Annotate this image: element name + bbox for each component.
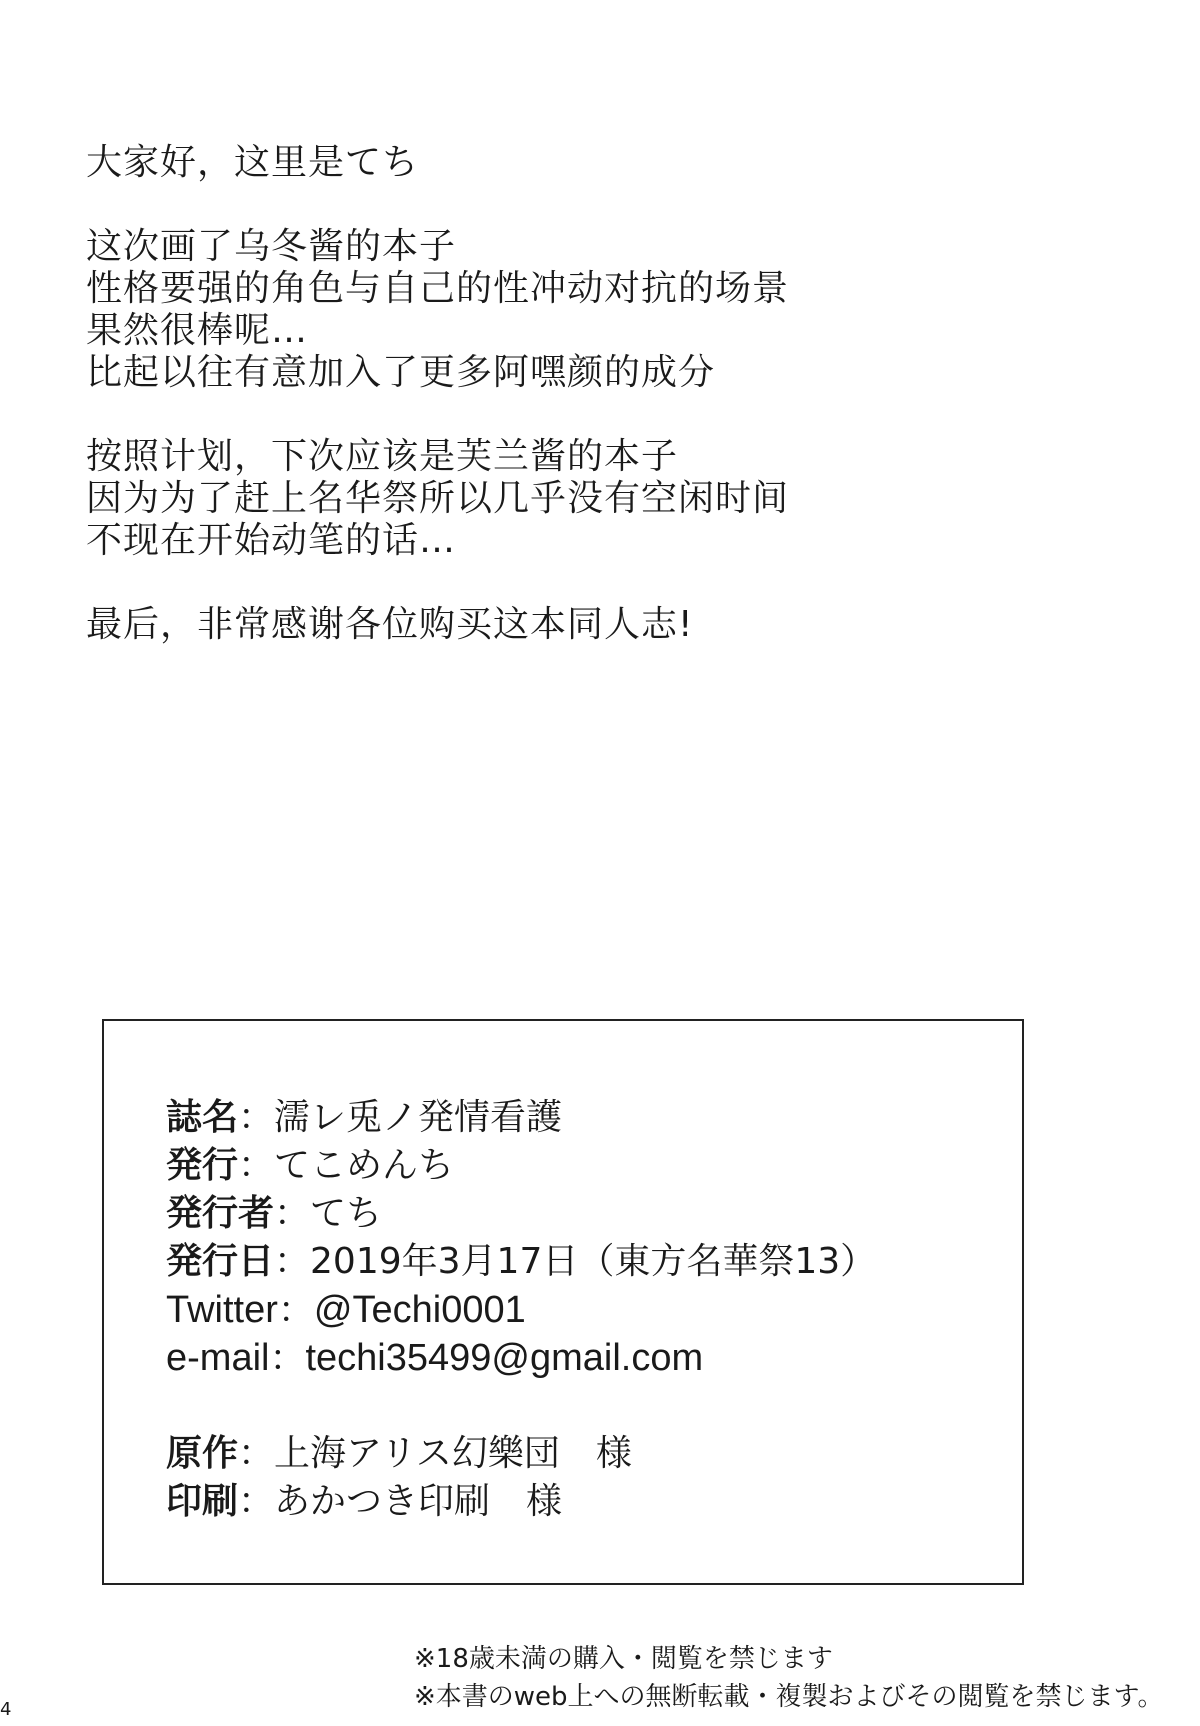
colophon-publisher-value: てこめんち — [274, 1145, 455, 1186]
afterword-paragraph-book — [86, 226, 1086, 394]
colophon-separator: ： — [269, 1338, 306, 1379]
colophon-printer-row — [166, 1478, 876, 1526]
afterword-line: 因为为了赶上名华祭所以几乎没有空闲时间 — [86, 478, 790, 519]
colophon-title-label: 誌名 — [166, 1097, 239, 1138]
afterword-paragraph-plan — [86, 436, 1086, 562]
colophon-publisher-label: 発行 — [166, 1145, 239, 1186]
afterword-paragraph-thanks — [86, 604, 1086, 646]
colophon-box — [102, 1019, 1024, 1585]
colophon-printer-value: あかつき印刷 様 — [274, 1481, 563, 1522]
colophon-title-row — [166, 1094, 876, 1142]
colophon-separator: ： — [238, 1097, 275, 1138]
colophon-separator: ： — [277, 1290, 314, 1331]
colophon — [166, 1094, 876, 1526]
colophon-twitter-row — [166, 1286, 876, 1334]
notice — [414, 1640, 1163, 1716]
colophon-email-value: techi35499@gmail.com — [305, 1337, 704, 1379]
colophon-separator: ： — [238, 1433, 275, 1474]
afterword — [86, 142, 1086, 646]
afterword-line: 性格要强的角色与自己的性冲动对抗的场景 — [86, 268, 790, 309]
page-number: 4 — [0, 1699, 12, 1720]
afterword-line: 不现在开始动笔的话… — [86, 520, 457, 561]
afterword-line: 这次画了乌冬酱的本子 — [86, 226, 457, 267]
afterword-line: 大家好，这里是てち — [86, 142, 420, 183]
colophon-separator: ： — [274, 1241, 311, 1282]
colophon-separator: ： — [238, 1481, 275, 1522]
colophon-printer-label: 印刷 — [166, 1481, 239, 1522]
colophon-email-label: e-mail — [166, 1337, 270, 1379]
notice-age-restriction: ※18歳未満の購入・閲覧を禁じます — [414, 1644, 833, 1674]
colophon-separator: ： — [274, 1193, 311, 1234]
afterword-line: 比起以往有意加入了更多阿嘿颜的成分 — [86, 352, 716, 393]
colophon-original-label: 原作 — [166, 1433, 239, 1474]
colophon-author-value: てち — [310, 1193, 383, 1234]
colophon-original-row — [166, 1430, 876, 1478]
colophon-email-row — [166, 1334, 876, 1382]
colophon-date-row — [166, 1238, 876, 1286]
colophon-separator: ： — [238, 1145, 275, 1186]
afterword-line: 最后，非常感谢各位购买这本同人志! — [86, 604, 694, 645]
afterword-line: 按照计划，下次应该是芙兰酱的本子 — [86, 436, 679, 477]
colophon-title-value: 濡レ兎ノ発情看護 — [274, 1097, 563, 1138]
colophon-original-value: 上海アリス幻樂団 様 — [274, 1433, 632, 1474]
colophon-twitter-label: Twitter — [166, 1289, 278, 1331]
colophon-gap — [166, 1382, 876, 1430]
colophon-publisher-row — [166, 1142, 876, 1190]
colophon-date-value: 2019年3月17日（東方名華祭13） — [310, 1241, 877, 1282]
notice-reproduction: ※本書のweb上への無断転載・複製およびその閲覧を禁じます。 — [414, 1682, 1164, 1712]
afterword-paragraph-greeting — [86, 142, 1086, 184]
colophon-author-row — [166, 1190, 876, 1238]
colophon-author-label: 発行者 — [166, 1193, 275, 1234]
afterword-line: 果然很棒呢… — [86, 310, 309, 351]
colophon-date-label: 発行日 — [166, 1241, 275, 1282]
colophon-twitter-value: @Techi0001 — [313, 1289, 526, 1331]
